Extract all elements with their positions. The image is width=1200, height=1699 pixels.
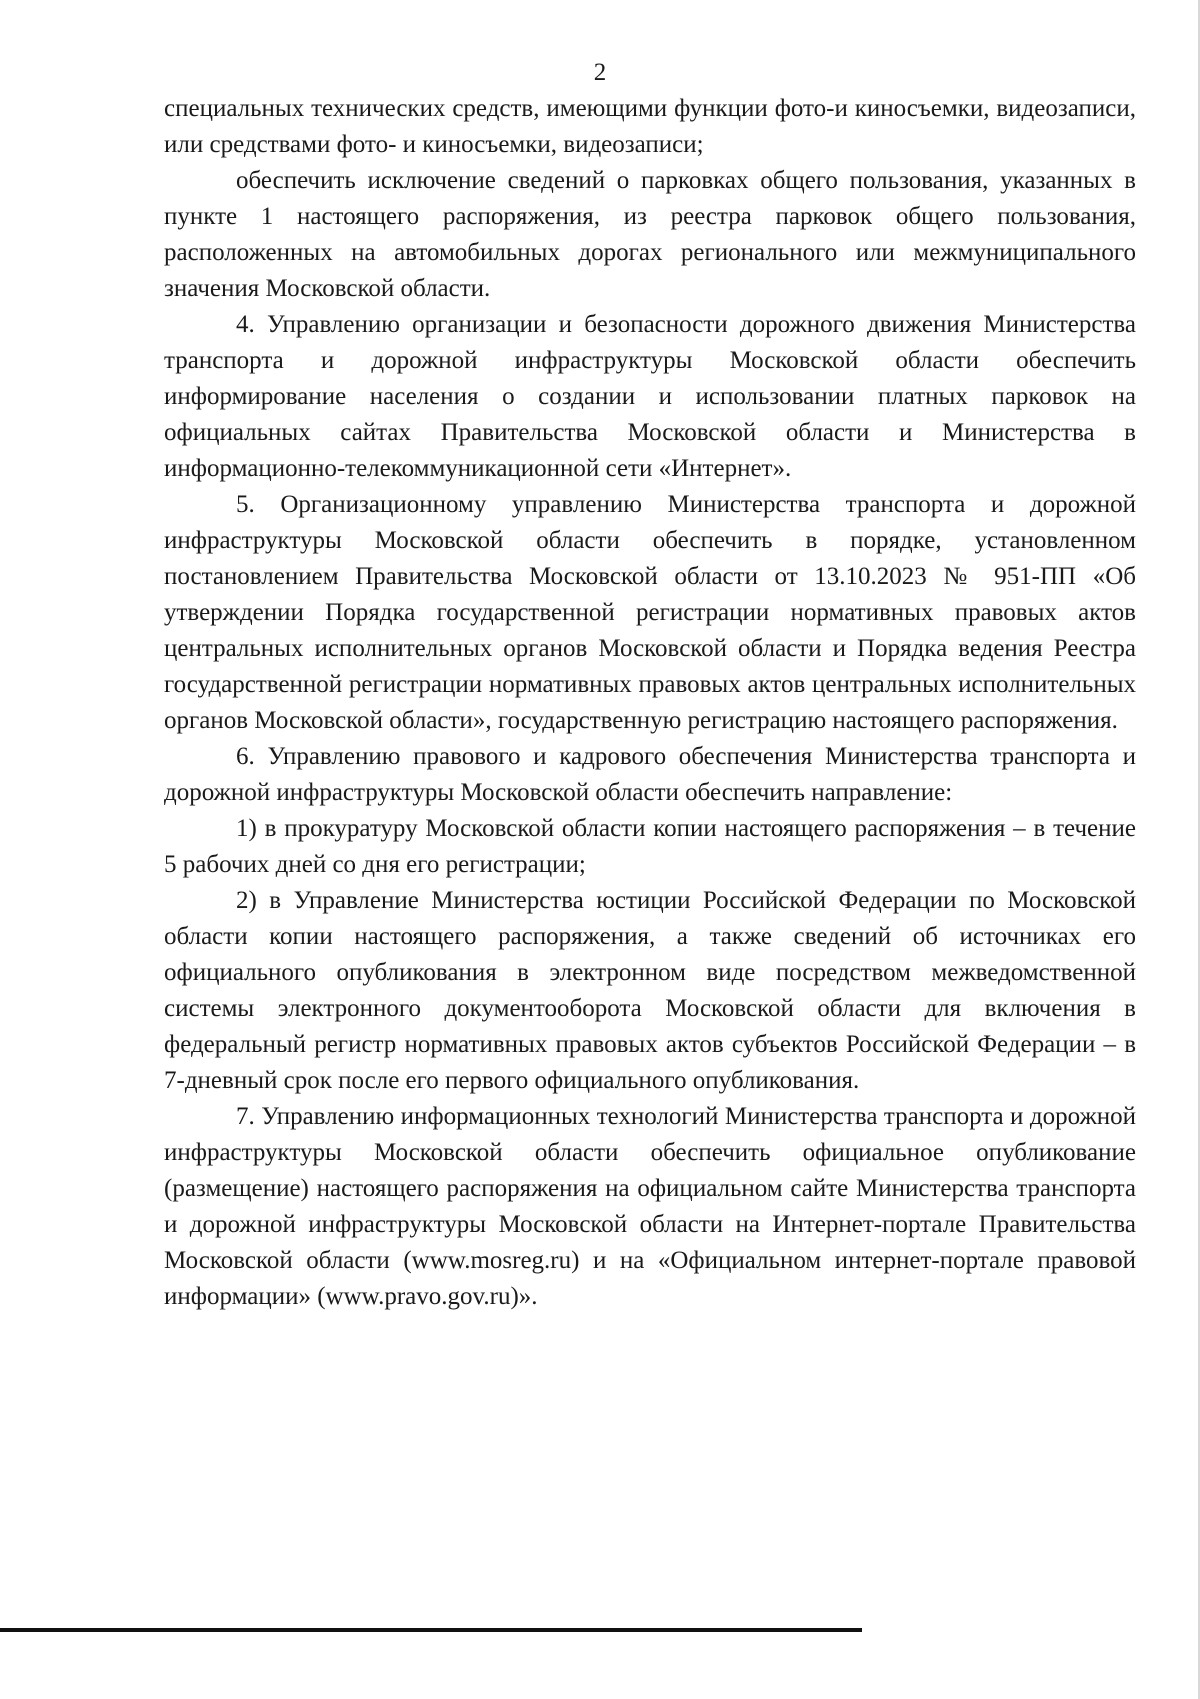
scan-bottom-edge [0,1628,862,1632]
page-number: 2 [593,59,607,86]
document-body [164,91,1136,1315]
paragraph-item-6-2: 2) в Управление Министерства юстиции Российской Федерации по Московской области копии настоящего распоряжения, а также сведений об источниках его официального опубликования в электронном виде посредством межведомственной системы электронного документооборота Московской области для включения в федеральный регистр нормативных правовых актов субъектов Российской Федерации – в 7-дневный срок после его первого официального опубликования. [164,887,1136,1094]
paragraph-item-7: 7. Управлению информационных технологий Министерства транспорта и дорожной инфраструктуры Московской области обеспечить официальное опубликование (размещение) настоящего распоряжения на официальном сайте Министерства транспорта и дорожной инфраструктуры Московской области на Интернет-портале Правительства Московской области (www.mosreg.ru) и на «Официальном интернет-портале правовой информации» (www.pravo.gov.ru)». [164,1103,1136,1310]
paragraph-item-5: 5. Организационному управлению Министерства транспорта и дорожной инфраструктуры Московской области обеспечить в порядке, установленном постановлением Правительства Московской области от 13.10.2023 № 951-ПП «Об утверждении Порядка государственной регистрации нормативных правовых актов центральных исполнительных органов Московской области и Порядка ведения Реестра государственной регистрации нормативных правовых актов центральных исполнительных органов Московской области», государственную регистрацию настоящего распоряжения. [164,491,1136,734]
paragraph-item-6-1: 1) в прокуратуру Московской области копии настоящего распоряжения – в течение 5 рабочих дней со дня его регистрации; [164,815,1136,878]
paragraph-continuation: специальных технических средств, имеющими функции фото-и киносъемки, видеозаписи, или средствами фото- и киносъемки, видеозаписи; [164,95,1136,158]
paragraph-item-4: 4. Управлению организации и безопасности дорожного движения Министерства транспорта и дорожной инфраструктуры Московской области обеспечить информирование населения о создании и использовании платных парковок на официальных сайтах Правительства Московской области и Министерства в информационно-телекоммуникационной сети «Интернет». [164,311,1136,482]
paragraph-exclusion-parking-registry: обеспечить исключение сведений о парковках общего пользования, указанных в пункте 1 настоящего распоряжения, из реестра парковок общего пользования, расположенных на автомобильных дорогах регионального или межмуниципального значения Московской области. [164,167,1136,302]
paragraph-item-6: 6. Управлению правового и кадрового обеспечения Министерства транспорта и дорожной инфраструктуры Московской области обеспечить направление: [164,743,1136,806]
